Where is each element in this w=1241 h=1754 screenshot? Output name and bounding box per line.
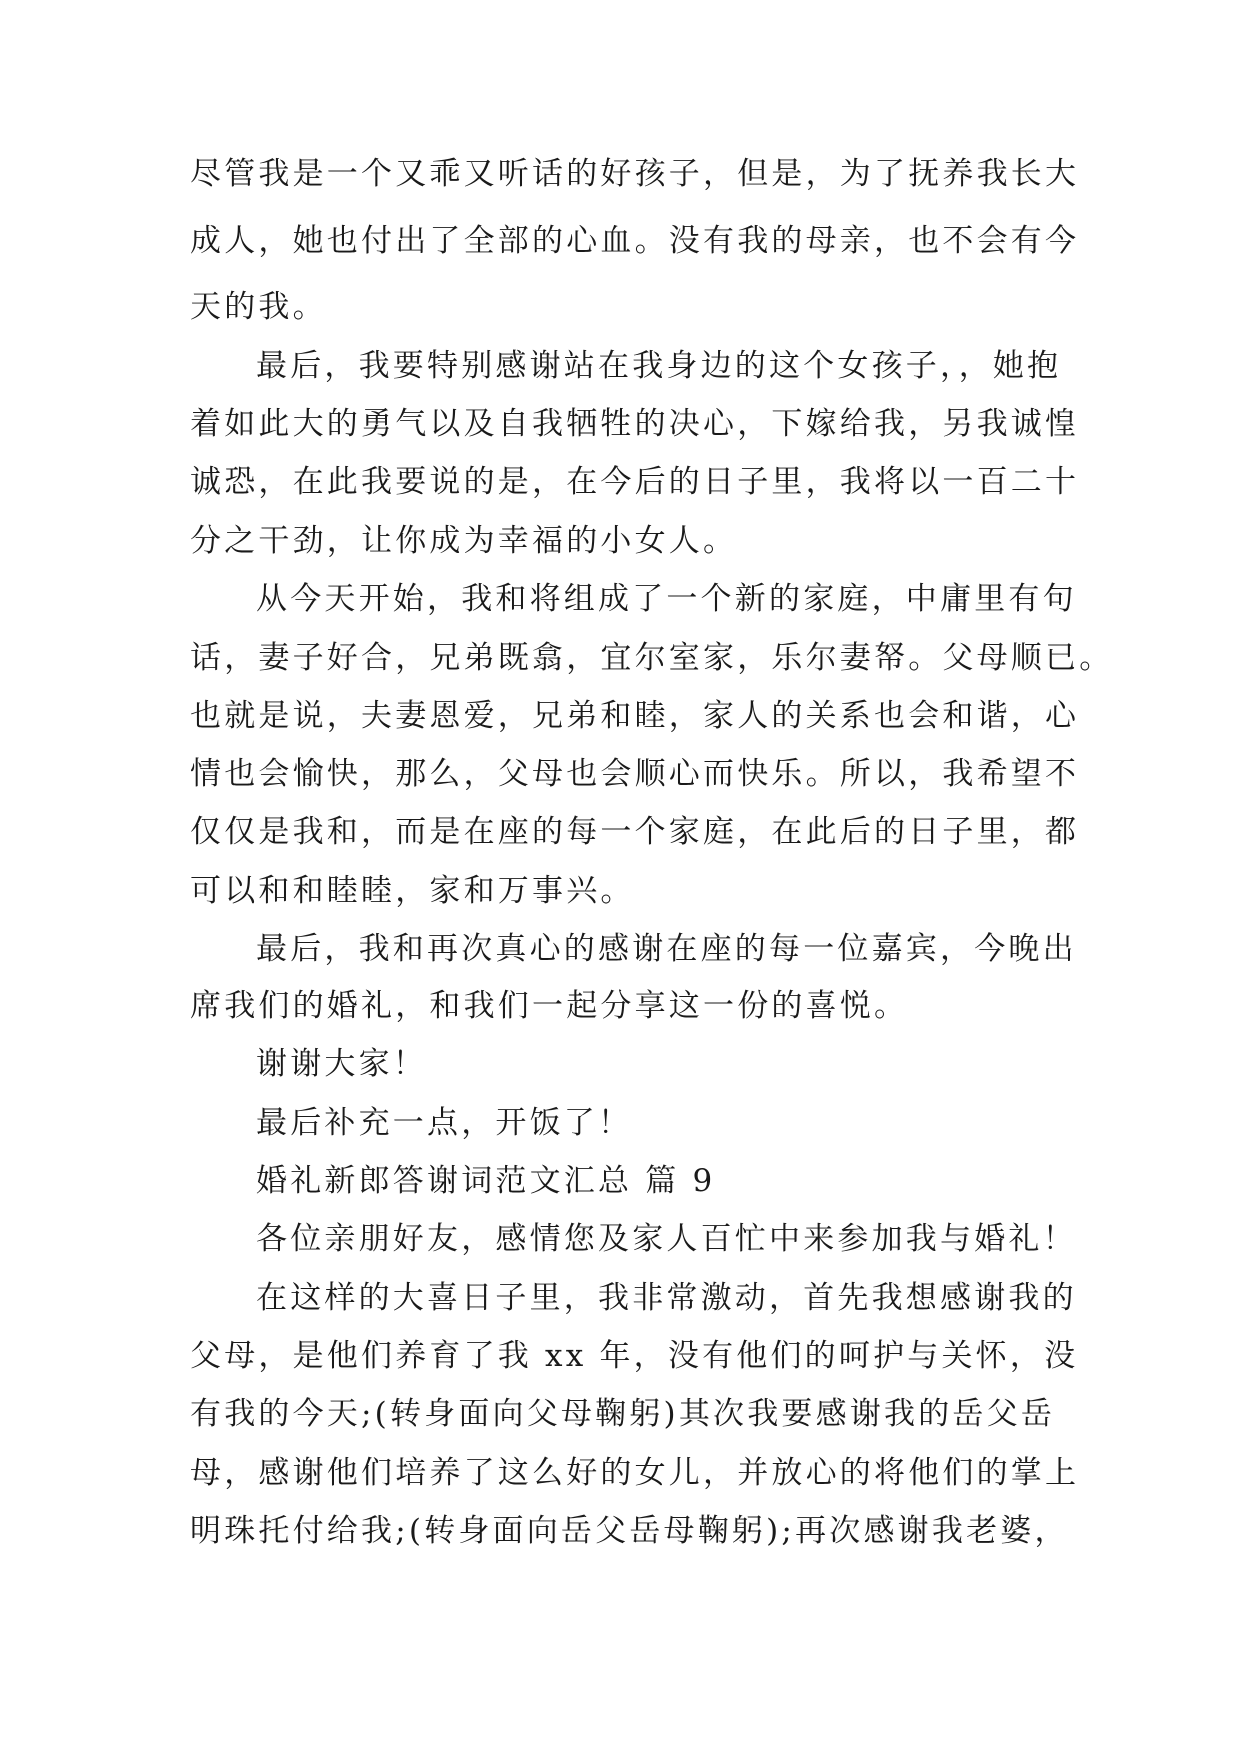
paragraph-line: 天的我。 [190, 289, 327, 325]
paragraph-line: 也就是说，夫妻恩爱，兄弟和睦，家人的关系也会和谐，心 [190, 698, 1080, 734]
paragraph-line: 话，妻子好合，兄弟既翕，宜尔室家，乐尔妻帑。父母顺已。 [190, 640, 1114, 676]
paragraph-line: 情也会愉快，那么，父母也会顺心而快乐。所以，我希望不 [190, 756, 1080, 792]
paragraph-line: 有我的今天;(转身面向父母鞠躬)其次我要感谢我的岳父岳 [190, 1396, 1056, 1432]
paragraph-line: 最后补充一点，开饭了！ [256, 1105, 633, 1141]
paragraph-line: 成人，她也付出了全部的心血。没有我的母亲，也不会有今 [190, 223, 1080, 259]
paragraph-line: 可以和和睦睦，家和万事兴。 [190, 873, 635, 909]
paragraph-line: 父母，是他们养育了我 xx 年，没有他们的呵护与关怀，没 [190, 1338, 1079, 1374]
paragraph-line: 谢谢大家！ [256, 1046, 427, 1082]
paragraph-line: 分之干劲，让你成为幸福的小女人。 [190, 523, 738, 559]
section-heading: 婚礼新郎答谢词范文汇总 篇 9 [256, 1163, 716, 1199]
paragraph-line: 各位亲朋好友，感情您及家人百忙中来参加我与婚礼！ [256, 1221, 1077, 1257]
paragraph-line: 尽管我是一个又乖又听话的好孩子，但是，为了抚养我长大 [190, 156, 1080, 192]
paragraph-line: 仅仅是我和，而是在座的每一个家庭，在此后的日子里，都 [190, 814, 1080, 850]
paragraph-line: 席我们的婚礼，和我们一起分享这一份的喜悦。 [190, 988, 909, 1024]
paragraph-line: 最后，我要特别感谢站在我身边的这个女孩子，，她抱 [256, 348, 1062, 384]
paragraph-line: 诚恐，在此我要说的是，在今后的日子里，我将以一百二十 [190, 464, 1080, 500]
paragraph-line: 在这样的大喜日子里，我非常激动，首先我想感谢我的 [256, 1280, 1077, 1316]
paragraph-line: 最后，我和再次真心的感谢在座的每一位嘉宾，今晚出 [256, 931, 1077, 967]
paragraph-line: 着如此大的勇气以及自我牺牲的决心，下嫁给我，另我诚惶 [190, 406, 1080, 442]
paragraph-line: 母，感谢他们培养了这么好的女儿，并放心的将他们的掌上 [190, 1455, 1080, 1491]
paragraph-line: 从今天开始，我和将组成了一个新的家庭，中庸里有句 [256, 581, 1077, 617]
paragraph-line: 明珠托付给我;(转身面向岳父岳母鞠躬);再次感谢我老婆， [190, 1513, 1069, 1549]
